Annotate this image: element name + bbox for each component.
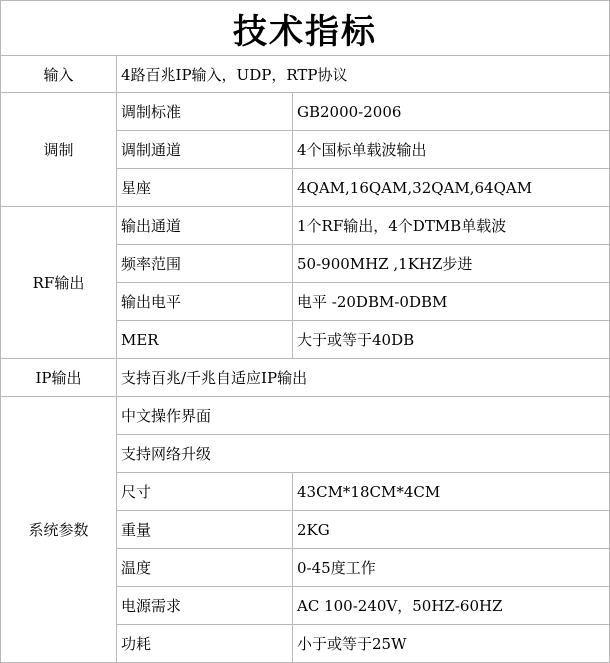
page-title: 技术指标 <box>1 1 610 56</box>
rf-level-label: 输出电平 <box>117 283 293 321</box>
mod-standard-value: GB2000-2006 <box>293 93 610 131</box>
category-rf-output: RF输出 <box>1 207 117 359</box>
category-ip-output: IP输出 <box>1 359 117 397</box>
mod-constellation-value: 4QAM,16QAM,32QAM,64QAM <box>293 169 610 207</box>
mod-standard-label: 调制标准 <box>117 93 293 131</box>
mod-constellation-label: 星座 <box>117 169 293 207</box>
system-power-value: AC 100-240V，50HZ-60HZ <box>293 587 610 625</box>
table-row <box>1 56 610 93</box>
rf-freq-label: 频率范围 <box>117 245 293 283</box>
mod-channel-value: 4个国标单载波输出 <box>293 131 610 169</box>
title-row <box>1 1 610 56</box>
rf-level-value: 电平 -20DBM-0DBM <box>293 283 610 321</box>
rf-mer-value: 大于或等于40DB <box>293 321 610 359</box>
table-row <box>1 207 610 245</box>
system-size-value: 43CM*18CM*4CM <box>293 473 610 511</box>
system-weight-label: 重量 <box>117 511 293 549</box>
system-temp-value: 0-45度工作 <box>293 549 610 587</box>
rf-channel-label: 输出通道 <box>117 207 293 245</box>
system-upgrade-value: 支持网络升级 <box>117 435 610 473</box>
rf-freq-value: 50-900MHZ ,1KHZ步进 <box>293 245 610 283</box>
category-input: 输入 <box>1 56 117 93</box>
rf-mer-label: MER <box>117 321 293 359</box>
system-consumption-label: 功耗 <box>117 625 293 663</box>
mod-channel-label: 调制通道 <box>117 131 293 169</box>
category-modulation: 调制 <box>1 93 117 207</box>
system-power-label: 电源需求 <box>117 587 293 625</box>
rf-channel-value: 1个RF输出，4个DTMB单载波 <box>293 207 610 245</box>
category-system: 系统参数 <box>1 397 117 663</box>
table-row <box>1 93 610 131</box>
system-weight-value: 2KG <box>293 511 610 549</box>
table-row <box>1 359 610 397</box>
system-temp-label: 温度 <box>117 549 293 587</box>
system-ui-value: 中文操作界面 <box>117 397 610 435</box>
ip-output-value: 支持百兆/千兆自适应IP输出 <box>117 359 610 397</box>
system-size-label: 尺寸 <box>117 473 293 511</box>
table-row <box>1 397 610 435</box>
system-consumption-value: 小于或等于25W <box>293 625 610 663</box>
input-value: 4路百兆IP输入，UDP，RTP协议 <box>117 56 610 93</box>
